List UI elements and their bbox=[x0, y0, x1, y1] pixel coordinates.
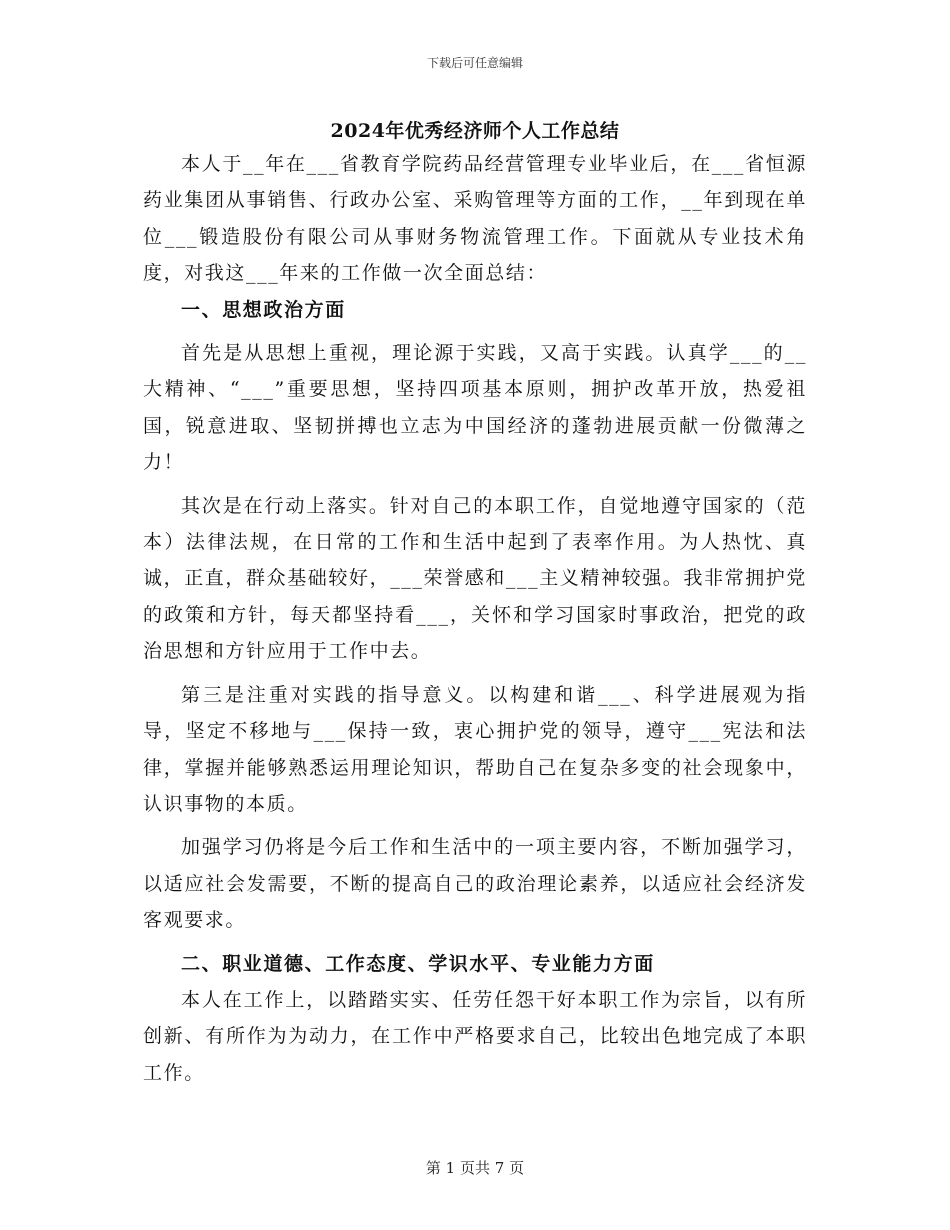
paragraph-ideology-1: 首先是从思想上重视，理论源于实践，又高于实践。认真学___的__大精神、“___”重要思想，坚持四项基本原则，拥护改革开放，热爱祖国，锐意进取、坚韧拼搏也立志为中国经济的蓬勃进展贡献一份微薄之力！ bbox=[143, 342, 807, 474]
document-title: 2024年优秀经济师个人工作总结 bbox=[330, 120, 620, 142]
page-header: 下载后可任意编辑 bbox=[426, 56, 523, 70]
section-heading-2: 二、职业道德、工作态度、学识水平、专业能力方面 bbox=[181, 952, 655, 975]
paragraph-work-1: 本人在工作上，以踏踏实实、任劳任怨干好本职工作为宗旨，以有所创新、有所作为为动力，在工作中严格要求自己，比较出色地完成了本职工作。 bbox=[143, 988, 807, 1084]
document-body bbox=[143, 146, 807, 1091]
paragraph-intro: 本人于__年在___省教育学院药品经营管理专业毕业后，在___省恒源药业集团从事销售、行政办公室、采购管理等方面的工作，__年到现在单位___锻造股份有限公司从事财务物流管理工作。下面就从专业技术角度，对我这___年来的工作做一次全面总结： bbox=[143, 153, 807, 285]
section-heading-1: 一、思想政治方面 bbox=[181, 298, 346, 321]
paragraph-ideology-3: 第三是注重对实践的指导意义。以构建和谐___、科学进展观为指导，坚定不移地与___保持一致，衷心拥护党的领导，遵守___宪法和法律，掌握并能够熟悉运用理论知识，帮助自己在复杂多变的社会现象中，认识事物的本质。 bbox=[143, 683, 807, 815]
paragraph-ideology-2: 其次是在行动上落实。针对自己的本职工作，自觉地遵守国家的（范本）法律法规，在日常的工作和生活中起到了表率作用。为人热忱、真诚，正直，群众基础较好，___荣誉感和___主义精神较强。我非常拥护党的政策和方针，每天都坚持看___，关怀和学习国家时事政治，把党的政治思想和方针应用于工作中去。 bbox=[143, 494, 808, 663]
paragraph-ideology-4: 加强学习仍将是今后工作和生活中的一项主要内容，不断加强学习，以适应社会发需要，不断的提高自己的政治理论素养，以适应社会经济发客观要求。 bbox=[143, 836, 807, 932]
page-footer: 第 1 页共 7 页 bbox=[425, 1159, 525, 1177]
